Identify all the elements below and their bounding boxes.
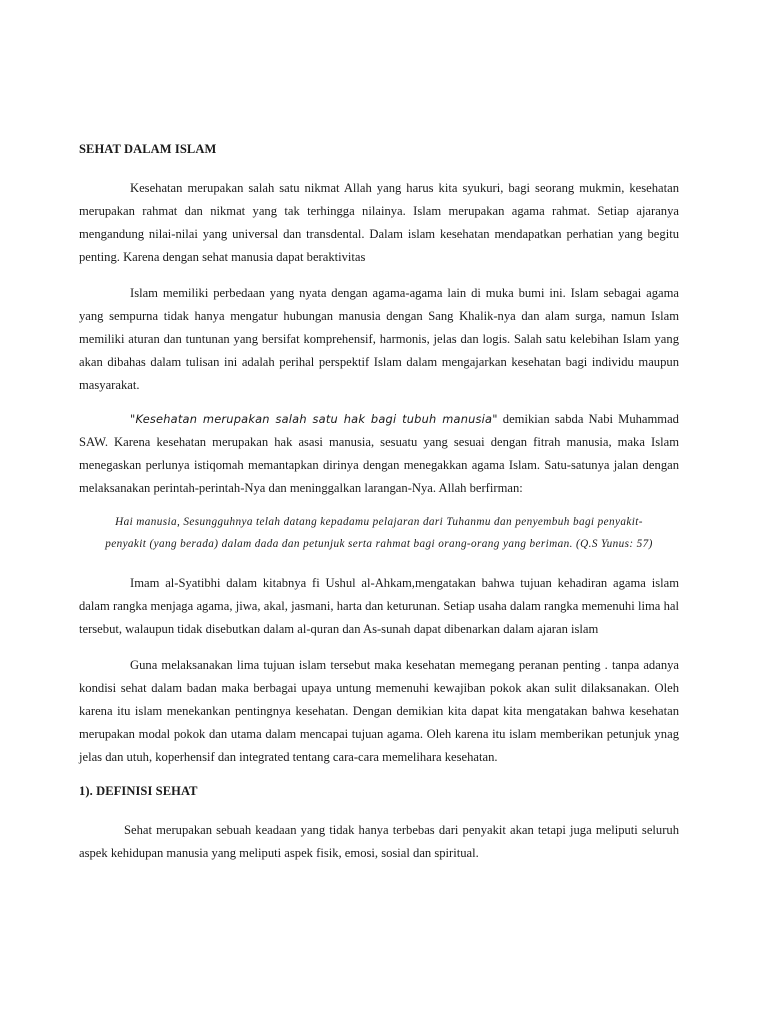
- paragraph-6-text: Sehat merupakan sebuah keadaan yang tidak hanya terbebas dari penyakit akan tetapi juga meliputi seluruh aspek kehidupan manusia yang meliputi aspek fisik, emosi, sosial dan spiritual.: [79, 823, 679, 860]
- paragraph-4-text: Imam al-Syatibhi dalam kitabnya fi Ushul al-Ahkam,mengatakan bahwa tujuan kehadiran agama islam dalam rangka menjaga agama, jiwa, akal, jasmani, harta dan keturunan. Setiap usaha dalam rangka memenuhi lima hal tersebut, walaupun tidak disebutkan dalam al-quran dan As-sunah dapat dibenarkan dalam ajaran islam: [79, 576, 679, 636]
- document-title: SEHAT DALAM ISLAM: [79, 142, 217, 156]
- verse-line-1: Hai manusia, Sesungguhnya telah datang kepadamu pelajaran dari Tuhanmu dan penyembuh bagi penyakit-: [115, 516, 643, 528]
- hadith-quote: "Kesehatan merupakan salah satu hak bagi tubuh manusia": [130, 412, 498, 426]
- paragraph-2: [79, 282, 679, 397]
- section-heading: 1). DEFINISI SEHAT: [79, 784, 198, 798]
- paragraph-5-text: Guna melaksanakan lima tujuan islam tersebut maka kesehatan memegang peranan penting . tanpa adanya kondisi sehat dalam badan maka berbagai upaya untung memenuhi kewajiban pokok akan sulit dilaksanakan. Oleh karena itu islam menekankan pentingnya kesehatan. Dengan demikian kita dapat kita mengatakan bahwa kesehatan merupakan modal pokok dan utama dalam mencapai tujuan agama. Oleh karena itu islam memberikan petunjuk ynag jelas dan utuh, koperhensif dan integrated tentang cara-cara memelihara kesehatan.: [79, 658, 679, 764]
- paragraph-4: [79, 572, 679, 641]
- paragraph-1: [79, 177, 679, 269]
- quran-verse: [79, 511, 679, 555]
- paragraph-1-text: Kesehatan merupakan salah satu nikmat Allah yang harus kita syukuri, bagi seorang mukmin, kesehatan merupakan rahmat dan nikmat yang tak terhingga nilainya. Islam merupakan agama rahmat. Setiap ajaranya mengandung nilai-nilai yang universal dan transdental. Dalam islam kesehatan mendapatkan perhatian yang begitu penting. Karena dengan sehat manusia dapat beraktivitas: [79, 181, 679, 264]
- paragraph-3-text: demikian sabda Nabi Muhammad SAW. Karena kesehatan merupakan hak asasi manusia, sesuatu yang sesuai dengan fitrah manusia, maka Islam menegaskan perlunya istiqomah memantapkan dirinya dengan menegakkan agama Islam. Satu-satunya jalan dengan melaksanakan perintah-perintah-Nya dan meninggalkan larangan-Nya. Allah berfirman:: [79, 412, 679, 495]
- paragraph-6: [79, 819, 679, 865]
- verse-line-2: penyakit (yang berada) dalam dada dan petunjuk serta rahmat bagi orang-orang yang beriman. (Q.S Yunus: 57): [105, 538, 653, 550]
- paragraph-3: [79, 408, 679, 500]
- paragraph-2-text: Islam memiliki perbedaan yang nyata dengan agama-agama lain di muka bumi ini. Islam sebagai agama yang sempurna tidak hanya mengatur hubungan manusia dengan Sang Khalik-nya dan alam surga, namun Islam memiliki aturan dan tuntunan yang bersifat komprehensif, harmonis, jelas dan logis. Salah satu kelebihan Islam yang akan dibahas dalam tulisan ini adalah perihal perspektif Islam dalam mengajarkan kesehatan bagi individu maupun masyarakat.: [79, 286, 679, 392]
- paragraph-5: [79, 654, 679, 769]
